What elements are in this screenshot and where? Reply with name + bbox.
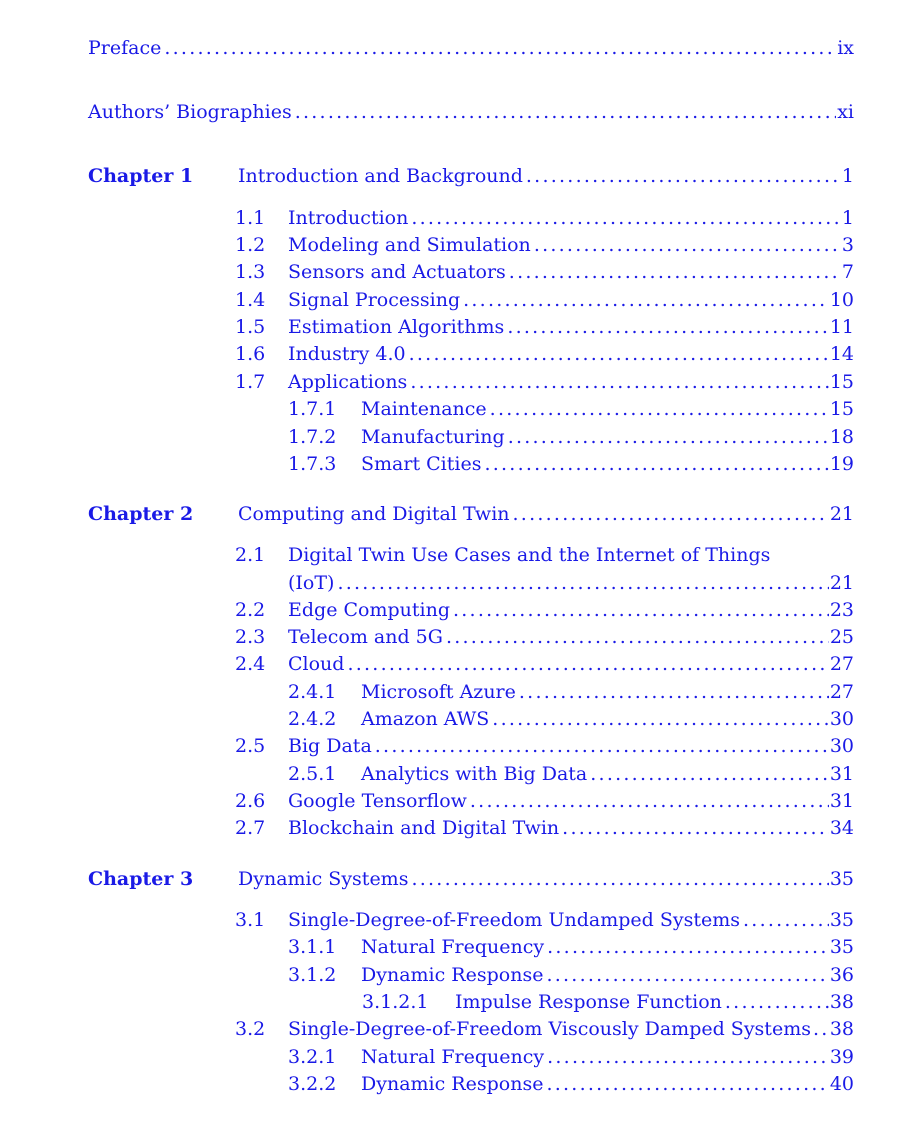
section-title: Single-Degree-of-Freedom Viscously Damped Systems bbox=[288, 1018, 811, 1040]
toc-chapter-2[interactable] bbox=[88, 501, 854, 527]
section-title: Modeling and Simulation bbox=[288, 234, 531, 256]
section-number: 1.5 bbox=[235, 316, 266, 338]
section-number: 2.3 bbox=[235, 626, 266, 648]
dot-leader bbox=[453, 597, 829, 623]
section-number: 1.1 bbox=[235, 207, 266, 229]
section-page: 35 bbox=[829, 936, 854, 958]
toc-entry-authors-biographies[interactable] bbox=[88, 99, 854, 125]
section-title: Edge Computing bbox=[288, 599, 450, 621]
section-title: Introduction bbox=[288, 207, 409, 229]
section-page: 1 bbox=[841, 207, 854, 229]
toc-section-1-5[interactable] bbox=[235, 314, 854, 340]
section-number: 3.2 bbox=[235, 1018, 266, 1040]
section-number: 2.5 bbox=[235, 735, 266, 757]
toc-section-2-2[interactable] bbox=[235, 597, 854, 623]
dot-leader bbox=[490, 396, 829, 422]
section-title: Natural Frequency bbox=[361, 1046, 545, 1068]
section-page: 36 bbox=[829, 964, 854, 986]
dot-leader bbox=[590, 761, 829, 787]
section-number: 2.5.1 bbox=[288, 763, 337, 785]
section-number: 3.1.1 bbox=[288, 936, 337, 958]
section-title: Dynamic Response bbox=[361, 964, 544, 986]
section-page: 27 bbox=[829, 681, 854, 703]
toc-entry-preface[interactable] bbox=[88, 35, 854, 61]
entry-title: Authors’ Biographies bbox=[88, 101, 292, 123]
section-number: 3.1.2 bbox=[288, 964, 337, 986]
section-page: 38 bbox=[829, 991, 854, 1013]
dot-leader bbox=[446, 624, 829, 650]
toc-subsection-3-2-1[interactable] bbox=[288, 1044, 854, 1070]
section-page: 35 bbox=[829, 909, 854, 931]
section-number: 3.2.1 bbox=[288, 1046, 337, 1068]
section-title: Manufacturing bbox=[361, 426, 505, 448]
toc-section-1-4[interactable] bbox=[235, 287, 854, 313]
toc-section-1-7[interactable] bbox=[235, 369, 854, 395]
section-number: 2.1 bbox=[235, 544, 266, 566]
section-number: 2.2 bbox=[235, 599, 266, 621]
section-title: Sensors and Actuators bbox=[288, 261, 506, 283]
section-page: 15 bbox=[829, 371, 854, 393]
entry-title: Preface bbox=[88, 37, 162, 59]
section-page: 11 bbox=[829, 316, 854, 338]
section-title: Single-Degree-of-Freedom Undamped Systems bbox=[288, 909, 741, 931]
section-page: 19 bbox=[829, 453, 854, 475]
dot-leader bbox=[375, 733, 829, 759]
toc-section-2-7[interactable] bbox=[235, 815, 854, 841]
section-title: Applications bbox=[288, 371, 408, 393]
section-number: 1.3 bbox=[235, 261, 266, 283]
toc-subsection-2-4-1[interactable] bbox=[288, 679, 854, 705]
toc-subsection-2-4-2[interactable] bbox=[288, 706, 854, 732]
dot-leader bbox=[547, 1044, 829, 1070]
chapter-page: 21 bbox=[829, 503, 854, 525]
toc-subsection-1-7-1[interactable] bbox=[288, 396, 854, 422]
dot-leader bbox=[725, 989, 829, 1015]
section-page: 38 bbox=[829, 1018, 854, 1040]
section-title: Signal Processing bbox=[288, 289, 461, 311]
section-page: 31 bbox=[829, 763, 854, 785]
section-page: 15 bbox=[829, 398, 854, 420]
dot-leader bbox=[463, 287, 829, 313]
section-title: Microsoft Azure bbox=[361, 681, 516, 703]
chapter-title: Computing and Digital Twin bbox=[238, 503, 510, 525]
toc-section-2-5[interactable] bbox=[235, 733, 854, 759]
section-title: Analytics with Big Data bbox=[361, 763, 588, 785]
toc-subsection-3-1-1[interactable] bbox=[288, 934, 854, 960]
chapter-title: Introduction and Background bbox=[238, 165, 523, 187]
dot-leader bbox=[546, 1071, 828, 1097]
dot-leader bbox=[295, 99, 837, 125]
dot-leader bbox=[507, 314, 829, 340]
section-title-continued: (IoT) bbox=[288, 572, 335, 594]
section-page: 30 bbox=[829, 708, 854, 730]
dot-leader bbox=[164, 35, 836, 61]
section-page: 10 bbox=[829, 289, 854, 311]
dot-leader bbox=[743, 907, 829, 933]
toc-subsection-3-2-2[interactable] bbox=[288, 1071, 854, 1097]
section-title: Blockchain and Digital Twin bbox=[288, 817, 560, 839]
section-number: 1.4 bbox=[235, 289, 266, 311]
chapter-label: Chapter 2 bbox=[88, 503, 194, 525]
section-page: 3 bbox=[841, 234, 854, 256]
dot-leader bbox=[492, 706, 829, 732]
section-number: 2.4.1 bbox=[288, 681, 337, 703]
dot-leader bbox=[534, 232, 841, 258]
section-number: 2.6 bbox=[235, 790, 266, 812]
toc-chapter-3[interactable] bbox=[88, 866, 854, 892]
dot-leader bbox=[509, 259, 841, 285]
chapter-page: 35 bbox=[829, 868, 854, 890]
section-number: 1.7.3 bbox=[288, 453, 337, 475]
section-title: Google Tensorflow bbox=[288, 790, 467, 812]
toc-subsection-1-7-3[interactable] bbox=[288, 451, 854, 477]
entry-page: xi bbox=[837, 101, 854, 123]
toc-section-3-2[interactable] bbox=[235, 1016, 854, 1042]
toc-subsection-1-7-2[interactable] bbox=[288, 424, 854, 450]
dot-leader bbox=[347, 651, 828, 677]
section-page: 31 bbox=[829, 790, 854, 812]
section-number: 1.6 bbox=[235, 343, 266, 365]
section-title: Industry 4.0 bbox=[288, 343, 406, 365]
toc-subsection-2-5-1[interactable] bbox=[288, 761, 854, 787]
section-title: Smart Cities bbox=[361, 453, 482, 475]
dot-leader bbox=[547, 934, 829, 960]
section-number: 2.4.2 bbox=[288, 708, 337, 730]
toc-section-1-6[interactable] bbox=[235, 341, 854, 367]
section-title: Big Data bbox=[288, 735, 372, 757]
toc-section-1-3[interactable] bbox=[235, 259, 854, 285]
section-page: 39 bbox=[829, 1046, 854, 1068]
dot-leader bbox=[410, 369, 829, 395]
section-title: Digital Twin Use Cases and the Internet of Things bbox=[288, 544, 771, 566]
toc-section-2-1-continued[interactable] bbox=[288, 570, 854, 596]
section-number: 3.2.2 bbox=[288, 1073, 337, 1095]
dot-leader bbox=[513, 501, 829, 527]
section-number: 3.1 bbox=[235, 909, 266, 931]
section-page: 30 bbox=[829, 735, 854, 757]
section-number: 1.7.2 bbox=[288, 426, 337, 448]
dot-leader bbox=[409, 341, 829, 367]
toc-section-1-2[interactable] bbox=[235, 232, 854, 258]
dot-leader bbox=[546, 962, 828, 988]
section-number: 1.7 bbox=[235, 371, 266, 393]
dot-leader bbox=[411, 205, 841, 231]
section-page: 34 bbox=[829, 817, 854, 839]
dot-leader bbox=[508, 424, 829, 450]
section-page: 7 bbox=[841, 261, 854, 283]
chapter-label: Chapter 3 bbox=[88, 868, 194, 890]
section-title: Natural Frequency bbox=[361, 936, 545, 958]
section-title: Estimation Algorithms bbox=[288, 316, 505, 338]
section-title: Cloud bbox=[288, 653, 345, 675]
toc-section-3-1[interactable] bbox=[235, 907, 854, 933]
section-page: 27 bbox=[829, 653, 854, 675]
toc-section-2-4[interactable] bbox=[235, 651, 854, 677]
section-page: 25 bbox=[829, 626, 854, 648]
section-title: Dynamic Response bbox=[361, 1073, 544, 1095]
dot-leader bbox=[337, 570, 828, 596]
section-number: 2.4 bbox=[235, 653, 266, 675]
toc-section-2-6[interactable] bbox=[235, 788, 854, 814]
dot-leader bbox=[519, 679, 829, 705]
section-page: 14 bbox=[829, 343, 854, 365]
section-number: 2.7 bbox=[235, 817, 266, 839]
toc-section-2-1[interactable] bbox=[235, 542, 770, 568]
entry-page: ix bbox=[837, 37, 854, 59]
section-title: Telecom and 5G bbox=[288, 626, 443, 648]
toc-chapter-1[interactable] bbox=[88, 163, 854, 189]
toc-section-1-1[interactable] bbox=[235, 205, 854, 231]
dot-leader bbox=[484, 451, 828, 477]
chapter-page: 1 bbox=[841, 165, 854, 187]
chapter-title: Dynamic Systems bbox=[238, 868, 409, 890]
dot-leader bbox=[562, 815, 829, 841]
dot-leader bbox=[470, 788, 829, 814]
chapter-label: Chapter 1 bbox=[88, 165, 194, 187]
section-number: 3.1.2.1 bbox=[362, 991, 429, 1013]
section-title: Maintenance bbox=[361, 398, 487, 420]
toc-section-2-3[interactable] bbox=[235, 624, 854, 650]
toc-subsection-3-1-2[interactable] bbox=[288, 962, 854, 988]
section-page: 23 bbox=[829, 599, 854, 621]
section-title: Amazon AWS bbox=[361, 708, 490, 730]
dot-leader bbox=[411, 866, 828, 892]
toc-subsubsection-3-1-2-1[interactable] bbox=[362, 989, 854, 1015]
dot-leader bbox=[526, 163, 841, 189]
section-number: 1.2 bbox=[235, 234, 266, 256]
section-page: 18 bbox=[829, 426, 854, 448]
dot-leader bbox=[813, 1016, 828, 1042]
section-page: 40 bbox=[829, 1073, 854, 1095]
section-number: 1.7.1 bbox=[288, 398, 337, 420]
section-title: Impulse Response Function bbox=[455, 991, 722, 1013]
section-page: 21 bbox=[829, 572, 854, 594]
